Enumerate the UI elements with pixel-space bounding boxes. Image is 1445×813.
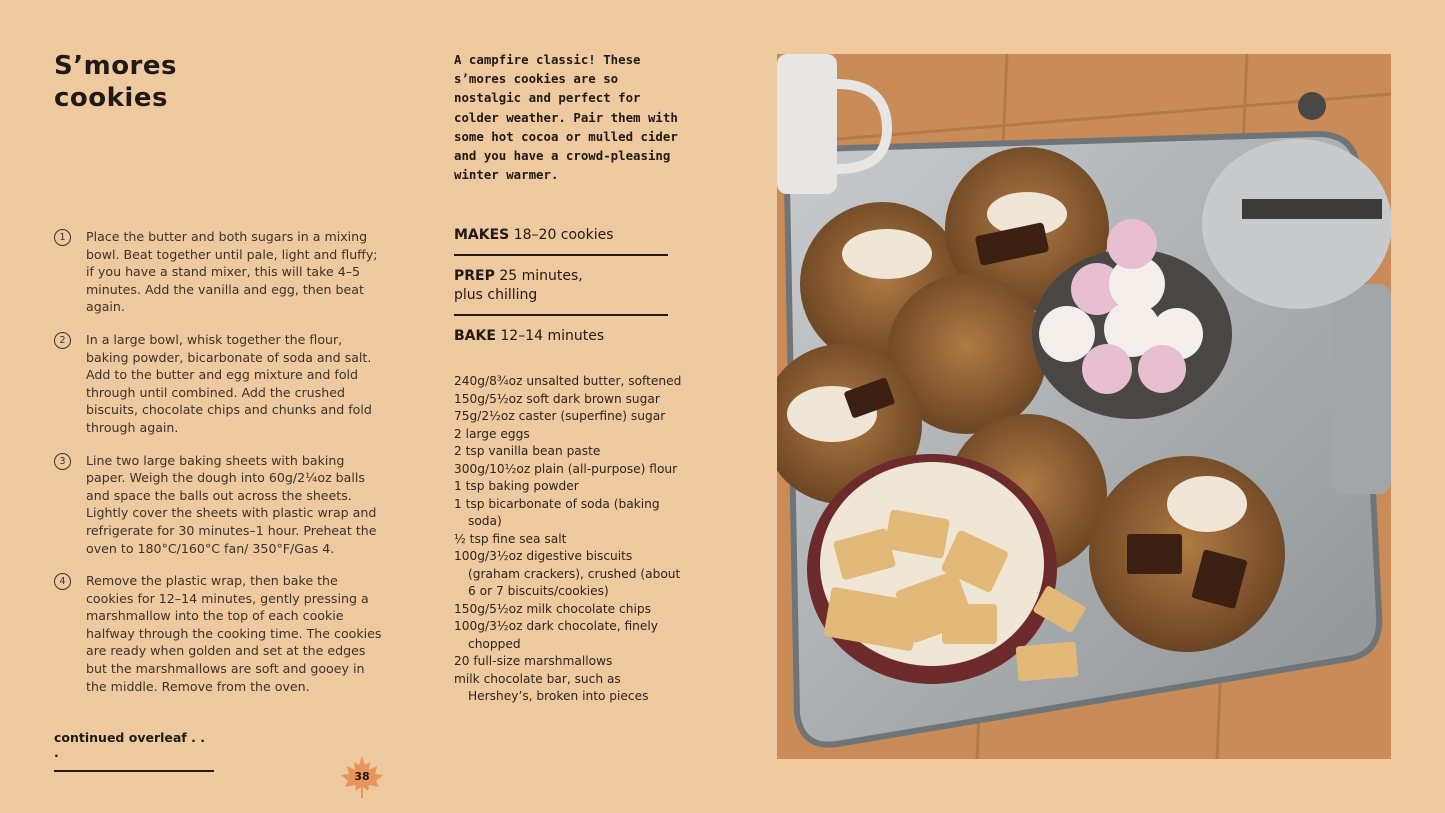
method-step [54,228,384,316]
ingredient-item: 1 tsp bicarbonate of soda (baking soda) [454,496,660,528]
makes-label: MAKES [454,227,510,243]
step-text: Remove the plastic wrap, then bake the cookies for 12–14 minutes, gently pressing a marshmallow into the top of each cookie halfway through the cooking time. The cookies are ready when golden and set at the edges but the marshmallows are soft and gooey in the middle. Remove from the oven. [86,573,382,694]
ingredient-item: 300g/10½oz plain (all-purpose) flour [454,461,678,476]
method-step [54,452,384,558]
ingredients-list [454,373,684,706]
makes-row [454,224,668,256]
recipe-intro: A campfire classic! These s’mores cookies are so nostalgic and perfect for colder weather. Pair them with some hot cocoa or mulled cider and you have a crowd-pleasing winter warmer. [454,52,678,183]
step-number: 1 [54,229,71,246]
ingredient-item: 240g/8¾oz unsalted butter, softened [454,374,682,388]
step-number: 2 [54,332,71,349]
step-text: Line two large baking sheets with baking paper. Weigh the dough into 60g/2¼oz balls and space the balls out across the sheets. Lightly cover the sheets with plastic wrap and refrigerate for 30 minutes–1 hour. Preheat the oven to 180°C/160°C fan/ 350°F/Gas 4. [86,452,377,556]
page-number-badge [338,754,386,800]
bake-row [454,325,668,355]
bake-value: 12–14 minutes [500,328,605,344]
ingredient-item: 100g/3½oz dark chocolate, finely chopped [454,619,658,651]
ingredient-item: milk chocolate bar, such as Hershey’s, broken into pieces [454,671,649,703]
ingredient-item: 75g/2½oz caster (superfine) sugar [454,409,666,423]
recipe-title-line2: cookies [54,83,168,113]
ingredient-item: 2 tsp vanilla bean paste [454,444,601,458]
ingredient-item: 20 full-size marshmallows [454,654,613,668]
ingredient-item: ½ tsp fine sea salt [454,531,567,546]
photo-illustration [777,54,1391,759]
step-number: 4 [54,573,71,590]
recipe-title-line1: S’mores [54,51,177,81]
ingredient-item: 150g/5½oz soft dark brown sugar [454,391,660,406]
makes-value: 18–20 cookies [513,227,614,243]
ingredient-item: 150g/5½oz milk chocolate chips [454,601,651,616]
page-number: 38 [354,770,370,783]
step-text: Place the butter and both sugars in a mixing bowl. Beat together until pale, light and fluffy; if you have a stand mixer, this will take 4–5 minutes. Add the vanilla and egg, then beat again. [86,229,378,315]
recipe-title [54,50,177,114]
smores-cookies-photo [777,54,1391,759]
method-step [54,331,384,437]
ingredient-item: 2 large eggs [454,426,530,441]
step-text: In a large bowl, whisk together the flour, baking powder, bicarbonate of soda and salt. Add to the butter and egg mixture and fold through until combined. Add the crushed biscuits, chocolate chips and chunks and fold through again. [86,331,372,435]
step-number: 3 [54,453,71,470]
prep-value: 25 minutes, [499,268,583,284]
recipe-meta [454,224,668,364]
method-step [54,572,384,695]
ingredient-item: 1 tsp baking powder [454,479,579,493]
prep-value-extra: plus chilling [454,287,538,303]
method-steps [54,228,384,710]
prep-row [454,265,668,316]
bake-label: BAKE [454,328,496,344]
ingredient-item: 100g/3½oz digestive biscuits (graham crackers), crushed (about 6 or 7 biscuits/cookies) [454,549,681,598]
continued-overleaf: continued overleaf . . . [54,730,214,772]
prep-label: PREP [454,268,495,284]
